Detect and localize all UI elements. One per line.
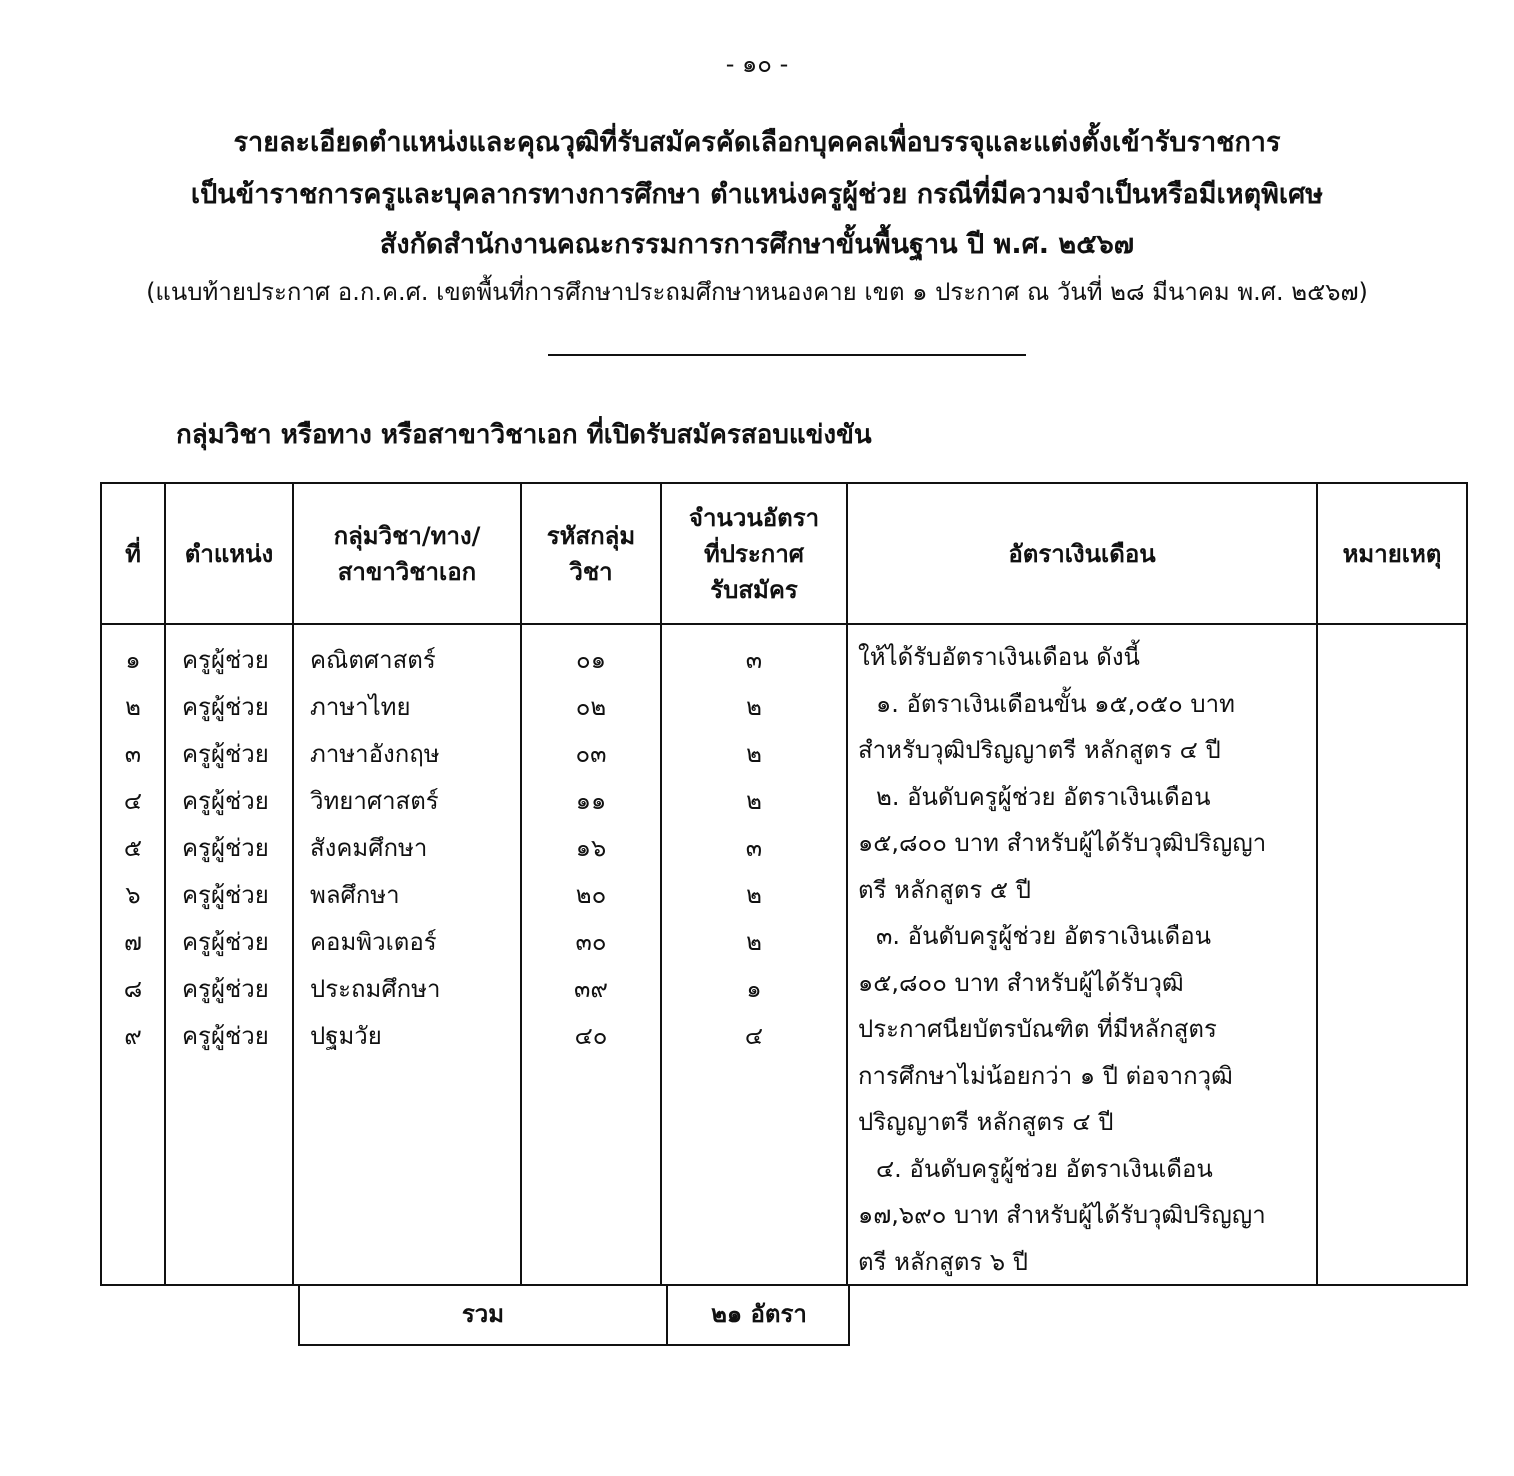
total-value: ๒๑ อัตรา (711, 1300, 807, 1328)
row-5-count: ๓ (745, 834, 763, 862)
row-1-subject: คณิตศาสตร์ (310, 646, 436, 674)
row-3-subject: ภาษาอังกฤษ (310, 740, 440, 768)
total-box (298, 1284, 850, 1346)
row-7-subject: คอมพิวเตอร์ (310, 928, 437, 956)
row-2-position: ครูผู้ช่วย (182, 693, 269, 721)
header-remark: หมายเหตุ (1342, 539, 1442, 568)
row-2-count: ๒ (746, 693, 762, 721)
row-4-num: ๔ (123, 787, 143, 815)
row-8-code: ๓๙ (574, 975, 608, 1003)
header-code: รหัสกลุ่ม วิชา (546, 521, 636, 586)
row-9-code: ๔๐ (574, 1022, 608, 1050)
row-9-count: ๔ (744, 1022, 764, 1050)
total-label: รวม (461, 1300, 505, 1328)
row-3-position: ครูผู้ช่วย (182, 740, 269, 768)
salary-line: ปริญญาตรี หลักสูตร ๔ ปี (858, 1108, 1114, 1136)
row-5-num: ๕ (123, 834, 143, 862)
row-9-position: ครูผู้ช่วย (182, 1022, 269, 1050)
salary-line: ๒. อันดับครูผู้ช่วย อัตราเงินเดือน (876, 782, 1211, 811)
salary-line: ตรี หลักสูตร ๕ ปี (858, 875, 1031, 904)
row-3-count: ๒ (746, 740, 762, 768)
header-count: จำนวนอัตรา ที่ประกาศ รับสมัคร (688, 503, 820, 604)
section-heading: กลุ่มวิชา หรือทาง หรือสาขาวิชาเอก ที่เปิดรับสมัครสอบแข่งขัน (176, 420, 872, 450)
salary-line: ๑. อัตราเงินเดือนขั้น ๑๕,๐๕๐ บาท (876, 689, 1235, 718)
row-1-count: ๓ (745, 646, 763, 674)
document-subtitle: (แนบท้ายประกาศ อ.ก.ค.ศ. เขตพื้นที่การศึกษาประถมศึกษาหนองคาย เขต ๑ ประกาศ ณ วันที่ ๒๘ มีนาคม พ.ศ. ๒๕๖๗) (146, 278, 1368, 306)
salary-line: ๑๕,๘๐๐ บาท สำหรับผู้ได้รับวุฒิปริญญา (858, 829, 1267, 857)
row-6-num: ๖ (125, 881, 141, 909)
header-salary: อัตราเงินเดือน (1008, 539, 1156, 568)
page-number: - ๑๐ - (725, 50, 789, 78)
row-9-num: ๙ (124, 1022, 142, 1050)
row-5-position: ครูผู้ช่วย (182, 834, 269, 862)
row-7-count: ๒ (746, 928, 762, 956)
row-6-position: ครูผู้ช่วย (182, 881, 269, 909)
row-7-num: ๗ (123, 928, 143, 956)
row-8-num: ๘ (123, 975, 143, 1003)
row-4-position: ครูผู้ช่วย (182, 787, 269, 815)
row-9-subject: ปฐมวัย (310, 1022, 382, 1050)
row-8-count: ๑ (746, 975, 762, 1003)
positions-table (100, 482, 1468, 1286)
row-2-subject: ภาษาไทย (310, 693, 411, 721)
title-divider (548, 354, 1026, 356)
row-1-code: ๐๑ (576, 646, 606, 674)
header-num: ที่ (125, 539, 141, 568)
row-6-count: ๒ (746, 881, 762, 909)
salary-line: ประกาศนียบัตรบัณฑิต ที่มีหลักสูตร (858, 1015, 1217, 1043)
row-5-subject: สังคมศึกษา (310, 834, 428, 862)
salary-line: ๔. อันดับครูผู้ช่วย อัตราเงินเดือน (876, 1154, 1213, 1183)
salary-line: ๑๕,๘๐๐ บาท สำหรับผู้ได้รับวุฒิ (858, 968, 1184, 997)
header-divider (102, 623, 1466, 625)
row-6-code: ๒๐ (575, 881, 607, 909)
document-title-line-3: สังกัดสำนักงานคณะกรรมการการศึกษาขั้นพื้นฐาน ปี พ.ศ. ๒๕๖๗ (379, 229, 1135, 260)
salary-line: การศึกษาไม่น้อยกว่า ๑ ปี ต่อจากวุฒิ (858, 1061, 1233, 1090)
salary-line: ๓. อันดับครูผู้ช่วย อัตราเงินเดือน (876, 922, 1212, 950)
salary-line: ๑๗,๖๙๐ บาท สำหรับผู้ได้รับวุฒิปริญญา (858, 1201, 1266, 1229)
salary-line: ให้ได้รับอัตราเงินเดือน ดังนี้ (858, 643, 1140, 671)
row-3-code: ๐๓ (575, 740, 607, 768)
document-title-line-2: เป็นข้าราชการครูและบุคลากรทางการศึกษา ตำแหน่งครูผู้ช่วย กรณีที่มีความจำเป็นหรือมีเหตุพิเศษ (190, 179, 1324, 210)
row-2-num: ๒ (125, 693, 141, 721)
row-7-code: ๓๐ (575, 928, 607, 956)
row-4-code: ๑๑ (575, 787, 607, 815)
salary-description (858, 634, 1318, 1285)
row-5-code: ๑๖ (575, 834, 607, 862)
row-1-num: ๑ (125, 646, 141, 674)
row-8-subject: ประถมศึกษา (310, 975, 441, 1003)
header-subject: กลุ่มวิชา/ทาง/ สาขาวิชาเอก (333, 521, 481, 586)
row-6-subject: พลศึกษา (310, 881, 400, 909)
row-7-position: ครูผู้ช่วย (182, 928, 269, 956)
header-position: ตำแหน่ง (184, 539, 274, 568)
row-1-position: ครูผู้ช่วย (182, 646, 269, 674)
document-title-line-1: รายละเอียดตำแหน่งและคุณวุฒิที่รับสมัครคัดเลือกบุคคลเพื่อบรรจุและแต่งตั้งเข้ารับราชการ (233, 127, 1281, 158)
row-3-num: ๓ (124, 740, 142, 768)
row-4-count: ๒ (746, 787, 762, 815)
row-4-subject: วิทยาศาสตร์ (310, 787, 439, 815)
salary-line: สำหรับวุฒิปริญญาตรี หลักสูตร ๔ ปี (858, 736, 1221, 764)
row-2-code: ๐๒ (575, 693, 607, 721)
salary-line: ตรี หลักสูตร ๖ ปี (858, 1247, 1029, 1276)
row-8-position: ครูผู้ช่วย (182, 975, 269, 1003)
